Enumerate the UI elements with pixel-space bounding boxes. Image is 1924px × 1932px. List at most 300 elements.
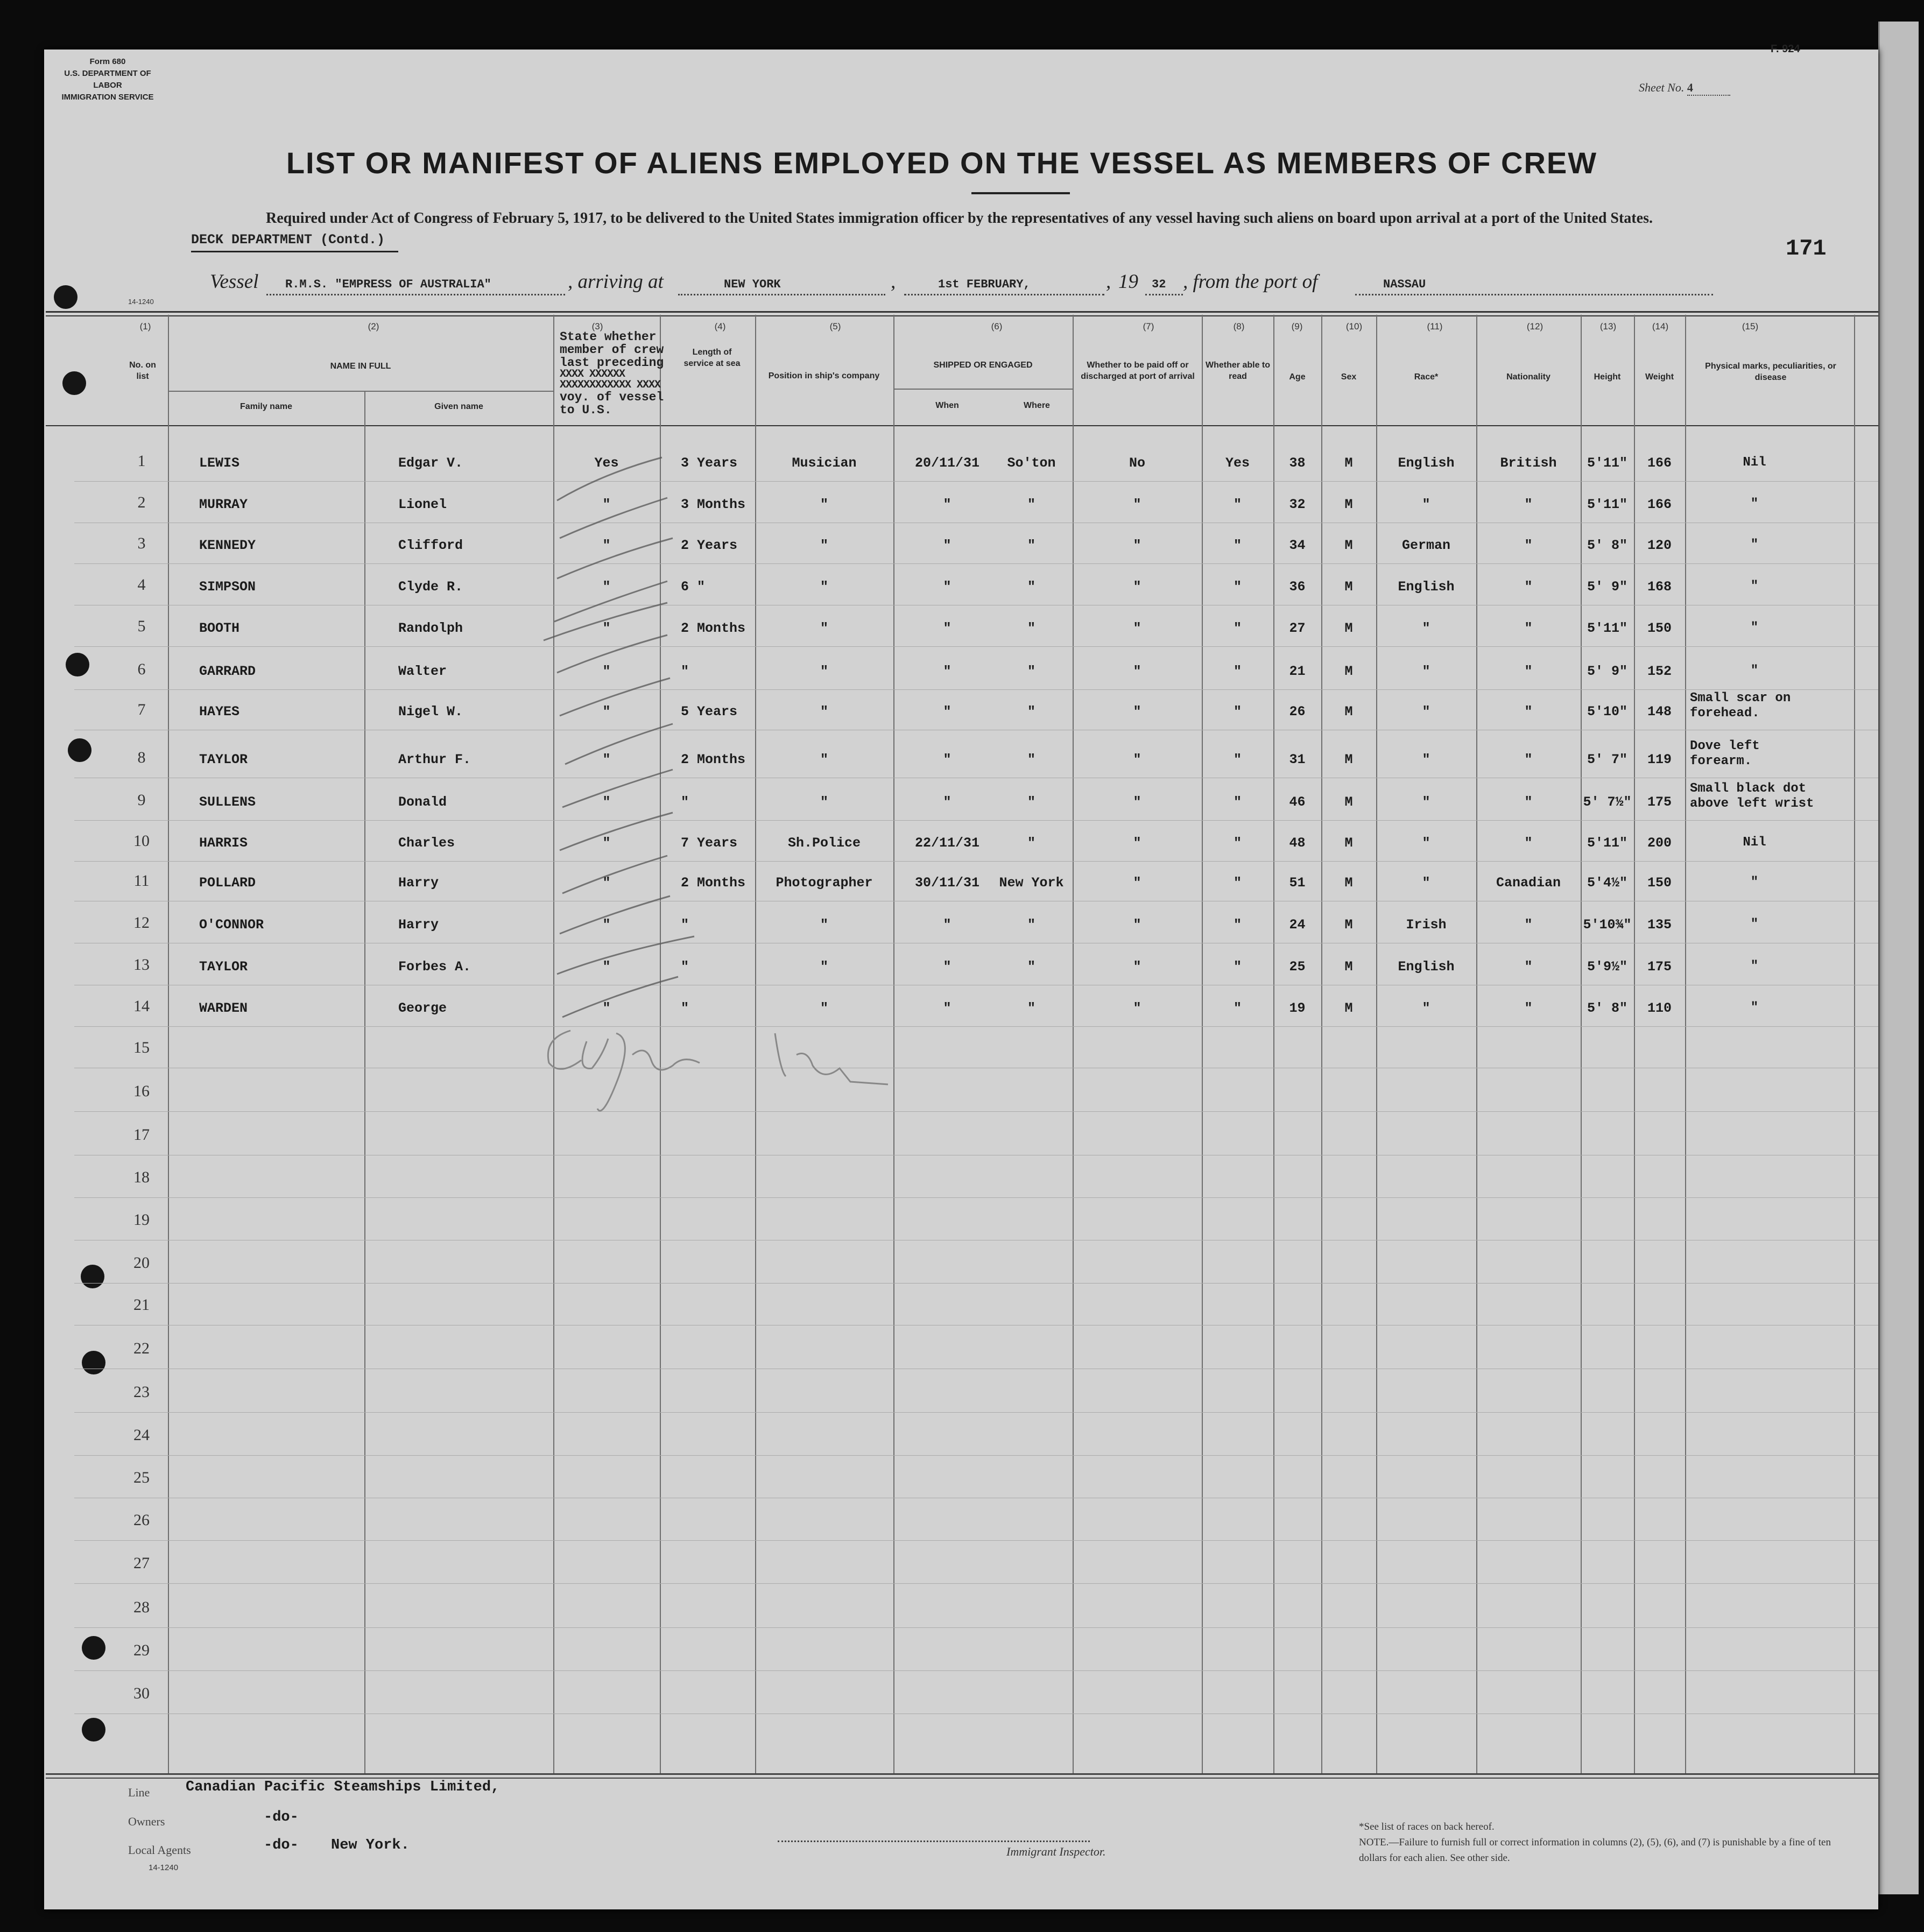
cell-shipped-where: " (1027, 621, 1035, 636)
cell-physical-marks: " (1750, 664, 1759, 678)
cell-shipped-when: " (943, 752, 952, 767)
races-note: *See list of races on back hereof. (1359, 1821, 1495, 1832)
cell-shipped-when: 22/11/31 (914, 835, 980, 851)
cell-able-to-read: " (1233, 752, 1242, 767)
cell-shipped-when: " (943, 664, 952, 679)
header-nationality: Nationality (1506, 372, 1551, 382)
header-bottom-rule (46, 425, 1878, 426)
cell-age: 21 (1289, 664, 1306, 679)
cell-length-of-service: 7 Years (681, 835, 738, 851)
department-stamp: DECK DEPARTMENT (Contd.) (191, 232, 385, 248)
cell-family-name: POLLARD (199, 875, 256, 891)
cell-previous-voyage: " (602, 752, 611, 767)
row-rule (74, 1583, 1878, 1584)
cell-position: " (820, 1000, 828, 1016)
cell-able-to-read: " (1233, 1000, 1242, 1016)
cell-position: " (820, 794, 828, 810)
binding-hole (68, 738, 91, 762)
cell-physical-marks: " (1750, 579, 1759, 594)
owners-label: Owners (128, 1815, 165, 1828)
cell-height: 5'11" (1587, 621, 1627, 636)
cell-weight: 148 (1647, 704, 1672, 720)
cell-nationality: British (1500, 455, 1557, 471)
cell-weight: 135 (1647, 917, 1672, 933)
form-identifier (59, 56, 156, 103)
header-state-whether (560, 330, 683, 417)
row-number: 6 (137, 660, 146, 678)
cell-previous-voyage: " (602, 538, 611, 553)
cell-height: 5'11" (1587, 835, 1627, 851)
row-number: 22 (133, 1339, 150, 1357)
cell-nationality: " (1524, 621, 1533, 636)
cell-physical-marks: Nil (1743, 455, 1766, 470)
cell-age: 36 (1289, 579, 1306, 595)
cell-able-to-read: " (1233, 704, 1242, 720)
cell-length-of-service: 5 Years (681, 704, 738, 720)
cell-given-name: Lionel (398, 497, 447, 512)
arriving-dots (678, 294, 885, 295)
cell-race: " (1422, 664, 1430, 679)
department-name: U.S. DEPARTMENT OF LABOR (64, 69, 151, 90)
column-number-3: (3) (591, 321, 603, 332)
cell-sex: M (1344, 875, 1353, 891)
cell-previous-voyage: " (602, 621, 611, 636)
cell-race: " (1422, 794, 1430, 810)
cell-shipped-where: " (1027, 497, 1035, 512)
cell-height: 5' 8" (1587, 1000, 1627, 1016)
cell-previous-voyage: " (602, 959, 611, 975)
line-value: Canadian Pacific Steamships Limited, (186, 1779, 500, 1795)
cell-family-name: SIMPSON (199, 579, 256, 595)
cell-sex: M (1344, 664, 1353, 679)
cell-paid-off: " (1133, 875, 1141, 891)
cell-race: " (1422, 835, 1430, 851)
penalty-note: NOTE.—Failure to furnish full or correct information in columns (2), (5), (6), and (7) is punishable by a fine of ten dollars for each alien. See other side. (1359, 1837, 1831, 1864)
cell-paid-off: " (1133, 664, 1141, 679)
cell-height: 5'11" (1587, 455, 1627, 471)
cell-paid-off: " (1133, 579, 1141, 595)
cell-height: 5'4½" (1587, 875, 1627, 891)
cell-length-of-service: 2 Months (681, 752, 746, 767)
from-label: , from the port of (1183, 271, 1318, 293)
cell-sex: M (1344, 959, 1353, 975)
cell-position: " (820, 621, 828, 636)
row-number: 13 (133, 956, 150, 974)
header-paid-off: Whether to be paid off or discharged at port of arrival (1081, 361, 1195, 381)
header-top-rule-2 (46, 315, 1878, 316)
f-number: F. 924 (1771, 43, 1800, 55)
row-number: 12 (133, 914, 150, 932)
cell-height: 5'10" (1587, 704, 1627, 720)
inspector-label: Immigrant Inspector. (1006, 1845, 1106, 1858)
row-number: 3 (137, 534, 146, 552)
column-number-12: (12) (1526, 321, 1544, 332)
cell-given-name: Arthur F. (398, 752, 471, 767)
cell-race: " (1422, 1000, 1430, 1016)
cell-nationality: " (1524, 959, 1533, 975)
page-title: LIST OR MANIFEST OF ALIENS EMPLOYED ON THE VESSEL AS MEMBERS OF CREW (286, 146, 1598, 180)
cell-age: 26 (1289, 704, 1306, 720)
row-number: 17 (133, 1126, 150, 1144)
row-rule (74, 1627, 1878, 1628)
cell-physical-marks: Nil (1743, 835, 1766, 850)
cell-given-name: Forbes A. (398, 959, 471, 975)
cell-weight: 175 (1647, 959, 1672, 975)
cell-shipped-when: 30/11/31 (914, 875, 980, 891)
cell-shipped-where: So'ton (1007, 455, 1056, 471)
cell-previous-voyage: " (602, 497, 611, 512)
cell-nationality: " (1524, 579, 1533, 595)
cell-race: English (1398, 959, 1455, 975)
header-given-name: Given name (434, 402, 483, 411)
column-number-1: (1) (139, 321, 151, 332)
header-race: Race* (1414, 372, 1439, 382)
cell-given-name: Nigel W. (398, 704, 463, 720)
cell-able-to-read: " (1233, 959, 1242, 975)
cell-sex: M (1344, 835, 1353, 851)
column-number-13: (13) (1599, 321, 1617, 332)
cell-shipped-when: " (943, 917, 952, 933)
cell-weight: 150 (1647, 875, 1672, 891)
cell-previous-voyage: " (602, 664, 611, 679)
binding-hole (82, 1718, 105, 1741)
cell-race: English (1398, 455, 1455, 471)
cell-able-to-read: " (1233, 794, 1242, 810)
vessel-name: R.M.S. "EMPRESS OF AUSTRALIA" (285, 278, 491, 291)
requirement-text: Required under Act of Congress of February 5, 1917, to be delivered to the United States immigration officer by the representatives of any vessel having such aliens on board upon arrival at a port of the United States. (266, 210, 1653, 227)
cell-nationality: " (1524, 538, 1533, 553)
column-number-9: (9) (1291, 321, 1303, 332)
binding-hole (82, 1351, 105, 1374)
row-rule (74, 1455, 1878, 1456)
binding-hole (54, 285, 77, 309)
column-number-5: (5) (829, 321, 841, 332)
row-number: 11 (133, 872, 150, 890)
header-length-of-service: Length of service at sea (683, 348, 741, 368)
page-edge (1878, 22, 1919, 1894)
cell-physical-marks: " (1750, 497, 1759, 511)
cell-sex: M (1344, 579, 1353, 595)
cell-paid-off: No (1129, 455, 1145, 471)
header-top-rule (46, 311, 1878, 313)
year-prefix: 19 (1118, 271, 1138, 293)
cell-length-of-service: 2 Years (681, 538, 738, 553)
row-number: 23 (133, 1383, 150, 1401)
row-rule (74, 481, 1878, 482)
row-number: 26 (133, 1511, 150, 1529)
cell-previous-voyage: " (602, 835, 611, 851)
state-whether-typed: State whether member of crew last preceding (560, 330, 664, 370)
row-rule (74, 1283, 1878, 1284)
cell-shipped-where: " (1027, 538, 1035, 553)
cell-able-to-read: " (1233, 621, 1242, 636)
row-rule (74, 1197, 1878, 1198)
cell-able-to-read: " (1233, 538, 1242, 553)
cell-paid-off: " (1133, 917, 1141, 933)
cell-race: " (1422, 621, 1430, 636)
page-number: 171 (1786, 236, 1827, 262)
column-number-14: (14) (1652, 321, 1669, 332)
column-number-10: (10) (1345, 321, 1363, 332)
shipped-subheader-rule (893, 389, 1073, 390)
department-underline (191, 251, 398, 252)
port-dots (1355, 294, 1713, 295)
row-number: 25 (133, 1469, 150, 1486)
cell-given-name: Edgar V. (398, 455, 463, 471)
cell-family-name: O'CONNOR (199, 917, 264, 933)
cell-nationality: " (1524, 917, 1533, 933)
sheet-value: 4 (1687, 81, 1730, 96)
cell-paid-off: " (1133, 752, 1141, 767)
cell-race: " (1422, 497, 1430, 512)
cell-previous-voyage: Yes (594, 455, 619, 471)
cell-race: " (1422, 875, 1430, 891)
cell-given-name: Harry (398, 875, 439, 891)
cell-paid-off: " (1133, 538, 1141, 553)
cell-family-name: TAYLOR (199, 752, 248, 767)
cell-age: 19 (1289, 1000, 1306, 1016)
row-number: 20 (133, 1254, 150, 1272)
cell-shipped-where: " (1027, 835, 1035, 851)
cell-height: 5' 7½" (1583, 794, 1632, 810)
cell-nationality: " (1524, 497, 1533, 512)
cell-given-name: George (398, 1000, 447, 1016)
row-number: 28 (133, 1598, 150, 1616)
row-number: 8 (137, 749, 146, 766)
cell-shipped-when: " (943, 497, 952, 512)
arrival-date: 1st FEBRUARY, (938, 278, 1031, 291)
cell-weight: 166 (1647, 497, 1672, 512)
row-number: 29 (133, 1641, 150, 1659)
cell-race: " (1422, 704, 1430, 720)
header-where: Where (1024, 401, 1050, 410)
print-code: 14-1240 (128, 298, 154, 306)
cell-shipped-when: " (943, 794, 952, 810)
cell-previous-voyage: " (602, 794, 611, 810)
cell-able-to-read: " (1233, 917, 1242, 933)
row-rule (74, 689, 1878, 690)
line-label: Line (128, 1786, 150, 1799)
year-dots (1145, 294, 1183, 295)
cell-sex: M (1344, 917, 1353, 933)
cell-paid-off: " (1133, 621, 1141, 636)
row-number: 10 (133, 832, 150, 850)
vessel-dots (266, 294, 565, 295)
cell-race: German (1401, 538, 1450, 553)
cell-shipped-where: " (1027, 704, 1035, 720)
cell-height: 5'9½" (1587, 959, 1627, 975)
cell-shipped-when: " (943, 704, 952, 720)
cell-shipped-when: 20/11/31 (914, 455, 980, 471)
cell-position: " (820, 664, 828, 679)
cell-family-name: SULLENS (199, 794, 256, 810)
binding-hole (66, 653, 89, 676)
cell-family-name: WARDEN (199, 1000, 248, 1016)
column-number-7: (7) (1143, 321, 1154, 332)
cell-length-of-service: " (681, 917, 689, 933)
name-subheader-rule (168, 391, 553, 392)
inspector-signature-line (778, 1841, 1090, 1842)
cell-age: 38 (1289, 455, 1306, 471)
row-rule (74, 646, 1878, 647)
cell-family-name: GARRARD (199, 664, 256, 679)
cell-nationality: " (1524, 1000, 1533, 1016)
header-age: Age (1289, 372, 1306, 382)
cell-position: " (820, 579, 828, 595)
cell-length-of-service: 3 Months (681, 497, 746, 512)
header-able-to-read: Whether able to read (1206, 361, 1271, 381)
row-number: 4 (137, 576, 146, 594)
cell-given-name: Randolph (398, 621, 463, 636)
cell-shipped-where: " (1027, 579, 1035, 595)
cell-age: 24 (1289, 917, 1306, 933)
state-whether-struck: XXXX XXXXXX XXXXXXXXXXXX XXXX (560, 368, 661, 391)
date-dots (904, 294, 1104, 295)
cell-paid-off: " (1133, 835, 1141, 851)
cell-shipped-when: " (943, 538, 952, 553)
header-sex: Sex (1341, 372, 1357, 382)
cell-weight: 119 (1647, 752, 1672, 767)
cell-able-to-read: Yes (1225, 455, 1250, 471)
cell-height: 5'10¾" (1583, 917, 1632, 933)
cell-race: English (1398, 579, 1455, 595)
cell-given-name: Charles (398, 835, 455, 851)
cell-physical-marks: Small black dot above left wrist (1690, 781, 1814, 811)
column-number-6: (6) (991, 321, 1003, 332)
cell-weight: 152 (1647, 664, 1672, 679)
cell-able-to-read: " (1233, 875, 1242, 891)
cell-paid-off: " (1133, 794, 1141, 810)
cell-weight: 110 (1647, 1000, 1672, 1016)
cell-sex: M (1344, 752, 1353, 767)
cell-shipped-when: " (943, 579, 952, 595)
vessel-label: Vessel (210, 271, 259, 293)
cell-previous-voyage: " (602, 704, 611, 720)
binding-hole (81, 1265, 104, 1288)
binding-hole (62, 371, 86, 395)
cell-previous-voyage: " (602, 875, 611, 891)
cell-given-name: Clifford (398, 538, 463, 553)
cell-family-name: HARRIS (199, 835, 248, 851)
cell-shipped-where: New York (999, 875, 1064, 891)
cell-family-name: MURRAY (199, 497, 248, 512)
cell-weight: 120 (1647, 538, 1672, 553)
vessel-line: Vessel R.M.S. "EMPRESS OF AUSTRALIA" , arriving at NEW YORK , 1st FEBRUARY, , 19 32 , from the port of NASSAU (210, 270, 1717, 293)
cell-length-of-service: 3 Years (681, 455, 738, 471)
cell-length-of-service: " (681, 794, 689, 810)
row-number: 5 (137, 617, 146, 635)
cell-able-to-read: " (1233, 664, 1242, 679)
cell-age: 27 (1289, 621, 1306, 636)
cell-given-name: Harry (398, 917, 439, 933)
cell-nationality: " (1524, 794, 1533, 810)
form-number: Form 680 (89, 57, 126, 66)
cell-age: 31 (1289, 752, 1306, 767)
cell-nationality: " (1524, 704, 1533, 720)
row-rule (74, 820, 1878, 821)
cell-able-to-read: " (1233, 835, 1242, 851)
sheet-label: Sheet No. (1639, 81, 1685, 94)
state-whether-end: voy. of vessel to U.S. (560, 390, 664, 417)
cell-given-name: Donald (398, 794, 447, 810)
cell-nationality: " (1524, 664, 1533, 679)
cell-sex: M (1344, 621, 1353, 636)
row-number: 19 (133, 1211, 150, 1229)
cell-shipped-where: " (1027, 917, 1035, 933)
cell-sex: M (1344, 1000, 1353, 1016)
column-number-4: (4) (714, 321, 726, 332)
cell-age: 25 (1289, 959, 1306, 975)
cell-family-name: BOOTH (199, 621, 240, 636)
cell-position: " (820, 959, 828, 975)
cell-age: 46 (1289, 794, 1306, 810)
cell-physical-marks: " (1750, 1000, 1759, 1015)
header-shipped-or-engaged: SHIPPED OR ENGAGED (933, 361, 1033, 370)
header-height: Height (1594, 372, 1621, 382)
cell-nationality: Canadian (1496, 875, 1561, 891)
row-rule (74, 1026, 1878, 1027)
cell-family-name: KENNEDY (199, 538, 256, 553)
cell-shipped-where: " (1027, 1000, 1035, 1016)
row-number: 14 (133, 997, 150, 1015)
agents-city: New York. (331, 1837, 410, 1853)
cell-family-name: LEWIS (199, 455, 240, 471)
header-name-in-full: NAME IN FULL (330, 362, 391, 371)
cell-given-name: Clyde R. (398, 579, 463, 595)
cell-physical-marks: " (1750, 875, 1759, 890)
footer-note (1359, 1819, 1843, 1866)
column-number-8: (8) (1233, 321, 1245, 332)
cell-shipped-when: " (943, 621, 952, 636)
cell-physical-marks: Small scar on forehead. (1690, 691, 1791, 721)
row-rule (74, 1670, 1878, 1671)
column-number-11: (11) (1427, 321, 1443, 332)
cell-length-of-service: 2 Months (681, 621, 746, 636)
cell-position: " (820, 752, 828, 767)
column-number-2: (2) (368, 321, 379, 332)
row-number: 2 (137, 493, 146, 511)
row-number: 1 (137, 452, 146, 470)
cell-height: 5' 9" (1587, 664, 1627, 679)
footer-rule-2 (46, 1778, 1878, 1779)
cell-length-of-service: " (681, 959, 689, 975)
row-number: 16 (133, 1082, 150, 1100)
cell-length-of-service: 2 Months (681, 875, 746, 891)
cell-shipped-where: " (1027, 794, 1035, 810)
cell-sex: M (1344, 538, 1353, 553)
cell-weight: 166 (1647, 455, 1672, 471)
header-position: Position in ship's company (768, 371, 880, 380)
arriving-at: NEW YORK (724, 278, 781, 291)
cell-nationality: " (1524, 752, 1533, 767)
cell-physical-marks: " (1750, 959, 1759, 974)
cell-length-of-service: " (681, 664, 689, 679)
cell-sex: M (1344, 704, 1353, 720)
cell-position: Sh.Police (787, 835, 861, 851)
column-number-15: (15) (1742, 321, 1759, 332)
row-number: 18 (133, 1168, 150, 1186)
cell-sex: M (1344, 497, 1353, 512)
cell-sex: M (1344, 455, 1353, 471)
row-number: 21 (133, 1296, 150, 1314)
row-rule (74, 1540, 1878, 1541)
departure-port: NASSAU (1383, 278, 1426, 291)
cell-position: " (820, 538, 828, 553)
cell-family-name: TAYLOR (199, 959, 248, 975)
cell-shipped-where: " (1027, 664, 1035, 679)
header-when: When (935, 401, 959, 410)
header-physical-marks: Physical marks, peculiarities, or disease (1705, 362, 1836, 382)
